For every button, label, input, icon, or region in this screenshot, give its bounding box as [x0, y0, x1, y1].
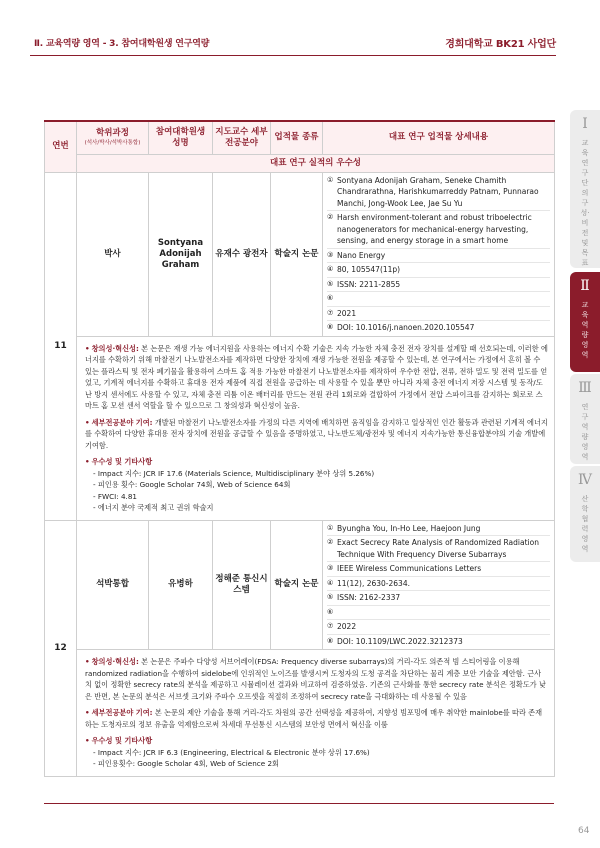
- row-advisor: 정해준 통신시스템: [213, 520, 271, 650]
- info-item: ② Exact Secrecy Rate Analysis of Randomized Radiation Technique With Frequency Diverse Subarrays: [327, 536, 550, 562]
- side-tab-num: Ⅱ: [580, 278, 590, 294]
- header-no: 연번: [45, 121, 77, 172]
- row-student: Sontyana Adonijah Graham: [149, 172, 213, 336]
- info-item: ④ 11(12), 2630-2634.: [327, 577, 550, 592]
- info-item: ⑥: [327, 292, 550, 307]
- info-item: ⑤ ISSN: 2211-2855: [327, 278, 550, 293]
- side-tab-4[interactable]: [570, 466, 600, 562]
- row-info: [323, 172, 555, 336]
- table-row-desc: [45, 650, 555, 777]
- side-tab-1[interactable]: [570, 110, 600, 268]
- info-item: ⑧ DOI: 10.1109/LWC.2022.3212373: [327, 636, 463, 646]
- org-title: 경희대학교 BK21 사업단: [445, 39, 556, 50]
- page-number: 64: [578, 826, 590, 836]
- contribution-text: 본 논문의 제안 기술을 통해 거리-각도 차원의 공간 선택성을 제공하여, 지향성 빔포밍에 매우 취약한 mainlobe를 따라 존재하는 도청자로의 정보 유출을 억제함으로써 차세대 무선통신 시스템의 보안성 면에서 혁신을 이룸: [85, 708, 543, 729]
- header-advisor: 지도교수 세부전공분야: [213, 121, 271, 154]
- row-student: 유병하: [149, 520, 213, 650]
- side-tab-label: 연구역량영역: [581, 403, 589, 461]
- contribution-text: 개발된 마찰전기 나노발전소자를 가정의 다른 지역에 배치하면 움직임을 감지하고 일상적인 인간 활동과 관련된 기계적 에너지를 수확하여 다양한 휴대용 전자 장치에 전원을 공급할 수 있음을 증명하였고, 나노반도체/광전자 및 에너지 지속가능한 통신융합분야의 기술 개발에 기여함.: [85, 417, 548, 450]
- excellence-label: 우수성 및 기타사항: [91, 736, 153, 745]
- info-item: ① Sontyana Adonijah Graham, Seneke Chamith Chandrarathna, Harishkumarreddy Patnam, Punnarao Manchi, Jong-Wook Lee, Jae Su Yu: [327, 174, 550, 212]
- side-tab-num: Ⅳ: [578, 472, 592, 488]
- excellence-item: - FWCI: 4.81: [93, 491, 137, 501]
- page-header: [0, 0, 600, 60]
- side-tab-label: 교육역량영역: [581, 301, 589, 359]
- footer-divider: [44, 803, 554, 804]
- header-detail: 대표 연구 업적물 상세내용: [323, 121, 555, 154]
- contribution-label: 세부전공분야 기여:: [91, 417, 153, 427]
- info-item: ② Harsh environment-tolerant and robust triboelectric nanogenerators for mechanical-energy harvesting, sensing, and energy storage in a smart home: [327, 211, 550, 249]
- info-item: ⑦ 2021: [327, 307, 550, 322]
- excellence-item: - 피인용횟수: Google Scholar 4회, Web of Science 2회: [93, 759, 279, 768]
- info-item: ⑧ DOI: 10.1016/j.nanoen.2020.105547: [327, 323, 475, 332]
- header-student: 참여대학원생 성명: [149, 121, 213, 154]
- side-tab-3[interactable]: [570, 374, 600, 464]
- side-tab-num: Ⅰ: [582, 116, 588, 132]
- excellence-item: - Impact 지수: JCR IF 6.3 (Engineering, Electrical & Electronic 분야 상위 17.6%): [93, 747, 370, 757]
- info-item: ③ Nano Energy: [327, 249, 550, 264]
- research-table: [44, 120, 555, 777]
- creativity-text: 본 논문은 주파수 다양성 서브어레이(FDSA: Frequency diverse subarrays)의 거리-각도 의존적 빔 스티어링을 이용해 randomized radiation을 수행하여 sidelobe에 인위적인 노이즈를 발생시켜 도청자의 도청 공격을 차단하는 물리 계층 보안 기술을 제안함. 근사치 없이 정확한 secrecy rate의 분석을 제공하고 시뮬레이션 결과와 비교하여 검증하였음. 기존의 근사화를 통한 secrecy rate 분석은 정확도가 낮은 반면, 본 논문의 분석은 서브셋 크기와 주파수 오프셋을 적절히 조정하여 secrecy rate을 극대화하는 데 사용될 수 있음: [85, 657, 546, 701]
- row-number: 11: [45, 172, 77, 520]
- row-number: 12: [45, 520, 77, 776]
- excellence-item: - Impact 지수: JCR IF 17.6 (Materials Science, Multidisciplinary 분야 상위 5.26%): [93, 468, 375, 478]
- row-degree: 석박통합: [77, 520, 149, 650]
- side-tab-num: Ⅲ: [578, 380, 592, 396]
- row-type: 학술지 논문: [271, 520, 323, 650]
- creativity-label: 창의성·혁신성:: [91, 343, 139, 353]
- side-tab-label: 교육연구단의구성·비전및목표: [580, 139, 590, 267]
- info-item: ④ 80, 105547(11p): [327, 263, 550, 278]
- table-row-desc: [45, 336, 555, 520]
- side-tab-2[interactable]: [570, 272, 600, 372]
- info-item: ⑥: [327, 606, 550, 621]
- row-advisor: 유재수 광전자: [213, 172, 271, 336]
- header-degree: [77, 121, 149, 154]
- header-divider: [30, 55, 556, 56]
- header-degree-sub: (석사/박사/석박사통합): [84, 140, 141, 147]
- header-type: 업적물 종류: [271, 121, 323, 154]
- side-tab-label: 산학협력영역: [581, 495, 589, 553]
- creativity-text: 본 논문은 재생 가능 에너지원을 사용하는 에너지 수확 기술은 지속 가능한 자체 충전 전자 장치를 설계할 때 선호되는데, 이러한 에너지를 수확하기 위해 마찰전기 나노발전소자를 제작하면 다양한 장치에 재생 가능한 전원을 제공할 수 있는데, 본 연구에서는 가정에서 흔히 볼 수 있는 플라스틱 및 전자 폐기물을 활용하여 스마트 홈 적용 가능한 마찰전기 나노발전소자를 제작하여 우수한 전압, 전류, 전하 밀도 및 전력 밀도를 얻었고, 기계적 에너지를 수확하고 휴대용 전자 제품에 직접 전원을 공급하는 데 사용할 수 있을 뿐만 아니라 자체 충전 에너지 저장 시스템 및 동작/도난 방지 센서에도 사용할 수 있고, 자체 충전 리튬 이온 배터리를 만드는 전원 관리 1회로와 결합하여 가정에서 전압 스파이크를 감지하는 회로로 스마트 홈 모션 센서 역할을 할 수 있으므로 그 창의성과 혁신성이 높음.: [85, 343, 548, 410]
- excellence-item: - 피인용 횟수: Google Scholar 74회, Web of Science 64회: [93, 480, 291, 489]
- excellence-label: 우수성 및 기타사항: [91, 457, 153, 466]
- excellence-item: - 에너지 분야 국제적 최고 권위 학술지: [93, 503, 214, 512]
- info-item: ⑦ 2022: [327, 620, 550, 635]
- row-info: [323, 520, 555, 650]
- row-degree: 박사: [77, 172, 149, 336]
- row-description: • 창의성·혁신성: 본 논문은 재생 가능 에너지원을 사용하는 에너지 수확 기술은 지속 가능한 자체 충전 전자 장치를 설계할 때 선호되는데, 이러한 에너지를 수확하기 위해 마찰전기 나노발전소자를 제작하면 다양한 장치에 재생 가능한 전원을 제공할 수 있는데, 본 연구에서는 가정에서 흔히 볼 수 있는 플라스틱 및 전자 폐기물을 활용하여 스마트 홈 적용 가능한 마찰전기 나노발전소자를 제작하여 우수한 전압, 전류, 전하 밀도 및 전력 밀도를 얻었고, 기계적 에너지를 수확하고 휴대용 전자 제품에 직접 전원을 공급하는 데 사용할 수 있을 뿐만 아니라 자체 충전 에너지 저장 시스템 및 동작/도난 방지 센서에도 사용할 수 있고, 자체 충전 리튬 이온 배터리를 만드는 전원 관리 1회로와 결합하여 가정에서 전압 스파이크를 감지하는 회로로 스마트 홈 모션 센서 역할을 할 수 있으므로 그 창의성과 혁신성이 높음. • 세부전공분야 기여: 개발된 마찰전기 나노발전소자를 가정의 다른 지역에 배치하면 움직임을 감지하고 일상적인 인간 활동과 관련된 기계적 에너지를 수확하여 다양한 휴대용 전자 장치에 전원을 공급할 수 있음을 증명하였고, 나노반도체/광전자 및 에너지 지속가능한 통신융합분야의 기술 개발에 기여함. • 우수성 및 기타사항 - Impact 지수: JCR IF 17.6 (Materials Science, Multidisciplinary 분야 상위 5.26%) - 피인용 횟수: Google Scholar 74회, Web of Science 64회 - FWCI: 4.81 - 에너지 분야 국제적 최고 권위 학술지: [77, 336, 555, 520]
- row-description: • 창의성·혁신성: 본 논문은 주파수 다양성 서브어레이(FDSA: Frequency diverse subarrays)의 거리-각도 의존적 빔 스티어링을 이용해 randomized radiation을 수행하여 sidelobe에 인위적인 노이즈를 발생시켜 도청자의 도청 공격을 차단하는 물리 계층 보안 기술을 제안함. 근사치 없이 정확한 secrecy rate의 분석을 제공하고 시뮬레이션 결과와 비교하여 검증하였음. 기존의 근사화를 통한 secrecy rate 분석은 정확도가 낮은 반면, 본 논문의 분석은 서브셋 크기와 주파수 오프셋을 적절히 조정하여 secrecy rate을 극대화하는 데 사용될 수 있음 • 세부전공분야 기여: 본 논문의 제안 기술을 통해 거리-각도 차원의 공간 선택성을 제공하여, 지향성 빔포밍에 매우 취약한 mainlobe를 따라 존재하는 도청자로의 정보 유출을 억제함으로써 차세대 무선통신 시스템의 보안성 면에서 혁신을 이룸 • 우수성 및 기타사항 - Impact 지수: JCR IF 6.3 (Engineering, Electrical & Electronic 분야 상위 17.6%) - 피인용횟수: Google Scholar 4회, Web of Science 2회: [77, 650, 555, 777]
- info-item: ⑤ ISSN: 2162-2337: [327, 591, 550, 606]
- header-excellence: 대표 연구 실적의 우수성: [77, 154, 555, 172]
- creativity-label: 창의성·혁신성:: [91, 657, 139, 666]
- table-row: [45, 172, 555, 336]
- row-type: 학술지 논문: [271, 172, 323, 336]
- contribution-label: 세부전공분야 기여:: [91, 708, 153, 717]
- info-item: ① Byungha You, In-Ho Lee, Haejoon Jung: [327, 522, 550, 537]
- table-row: [45, 520, 555, 650]
- section-title: Ⅱ. 교육역량 영역 - 3. 참여대학원생 연구역량: [34, 39, 210, 49]
- info-item: ③ IEEE Wireless Communications Letters: [327, 562, 550, 577]
- header-degree-label: 학위과정: [96, 128, 129, 139]
